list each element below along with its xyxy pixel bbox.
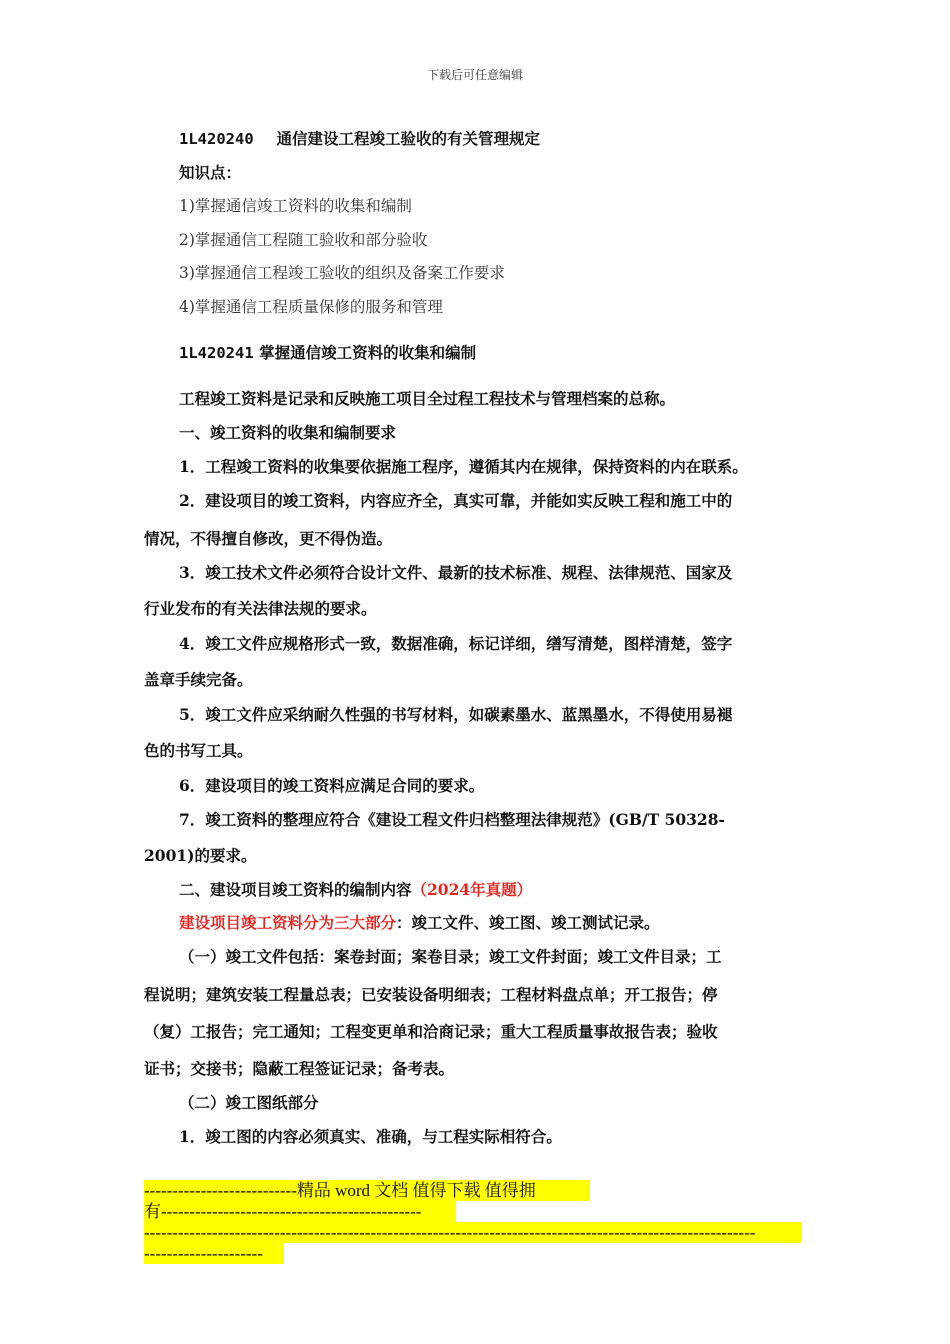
intro-paragraph: 工程竣工资料是记录和反映施工项目全过程工程技术与管理档案的总称。	[179, 389, 676, 408]
subsection-code: 1L420241	[179, 344, 254, 362]
heading-requirements: 一、竣工资料的收集和编制要求	[179, 423, 397, 442]
subsection-title: 掌握通信竣工资料的收集和编制	[259, 343, 477, 362]
requirement-line: 盖章手续完备。	[144, 670, 253, 689]
three-parts-line	[179, 913, 660, 933]
requirement-line: 2．建设项目的竣工资料，内容应齐全，真实可靠，并能如实反映工程和施工中的	[179, 491, 733, 510]
knowledge-item: 1)掌握通信竣工资料的收集和编制	[179, 197, 412, 215]
exam-year-tag: （2024年真题）	[411, 880, 533, 899]
requirement-line: 情况，不得擅自修改，更不得伪造。	[144, 529, 393, 548]
requirement-line: 7．竣工资料的整理应符合《建设工程文件归档整理法律规范》(GB/T 50328-	[179, 810, 725, 829]
section-title: 通信建设工程竣工验收的有关管理规定	[276, 129, 540, 148]
footer-line: ---------------------	[144, 1243, 284, 1264]
heading-contents	[179, 880, 532, 900]
footer-line: ------------------------------------------------------------------------------------------------------------	[144, 1222, 802, 1243]
drawings-item: 1．竣工图的内容必须真实、准确，与工程实际相符合。	[179, 1127, 562, 1146]
three-parts-rest: ：竣工文件、竣工图、竣工测试记录。	[396, 913, 660, 932]
drawings-heading: （二）竣工图纸部分	[179, 1093, 319, 1112]
section-code: 1L420240	[179, 130, 254, 148]
subsection-heading	[179, 343, 476, 363]
requirement-line: 2001)的要求。	[144, 846, 257, 865]
footer-watermark	[144, 1180, 804, 1264]
knowledge-item: 3)掌握通信工程竣工验收的组织及备案工作要求	[179, 264, 505, 282]
page-header: 下载后可任意编辑	[426, 68, 523, 82]
footer-line: 有----------------------------------------------	[144, 1201, 456, 1222]
requirement-line: 色的书写工具。	[144, 741, 253, 760]
section-heading	[179, 129, 540, 149]
docs-line: （复）工报告；完工通知；工程变更单和洽商记录；重大工程质量事故报告表；验收	[144, 1022, 718, 1041]
docs-line: 程说明；建筑安装工程量总表；已安装设备明细表；工程材料盘点单；开工报告；停	[144, 985, 718, 1004]
requirement-line: 4．竣工文件应规格形式一致，数据准确，标记详细，缮写清楚，图样清楚，签字	[179, 634, 733, 653]
requirement-line: 行业发布的有关法律法规的要求。	[144, 599, 377, 618]
requirement-line: 3．竣工技术文件必须符合设计文件、最新的技术标准、规程、法律规范、国家及	[179, 563, 733, 582]
knowledge-item: 2)掌握通信工程随工验收和部分验收	[179, 231, 428, 249]
requirement-line: 6．建设项目的竣工资料应满足合同的要求。	[179, 776, 485, 795]
heading-contents-text: 二、建设项目竣工资料的编制内容	[179, 880, 412, 899]
three-parts-emphasis: 建设项目竣工资料分为三大部分	[179, 913, 397, 932]
docs-line: （一）竣工文件包括：案卷封面；案卷目录；竣工文件封面；竣工文件目录；工	[179, 947, 722, 966]
requirement-line: 1．工程竣工资料的收集要依据施工程序，遵循其内在规律，保持资料的内在联系。	[179, 457, 748, 476]
requirement-line: 5．竣工文件应采纳耐久性强的书写材料，如碳素墨水、蓝黑墨水，不得使用易褪	[179, 705, 733, 724]
knowledge-item: 4)掌握通信工程质量保修的服务和管理	[179, 298, 443, 316]
footer-line: ---------------------------精品 word 文档 值得下载 值得拥	[144, 1180, 590, 1201]
docs-line: 证书；交接书；隐蔽工程签证记录；备考表。	[144, 1059, 455, 1078]
knowledge-label: 知识点：	[179, 163, 242, 182]
